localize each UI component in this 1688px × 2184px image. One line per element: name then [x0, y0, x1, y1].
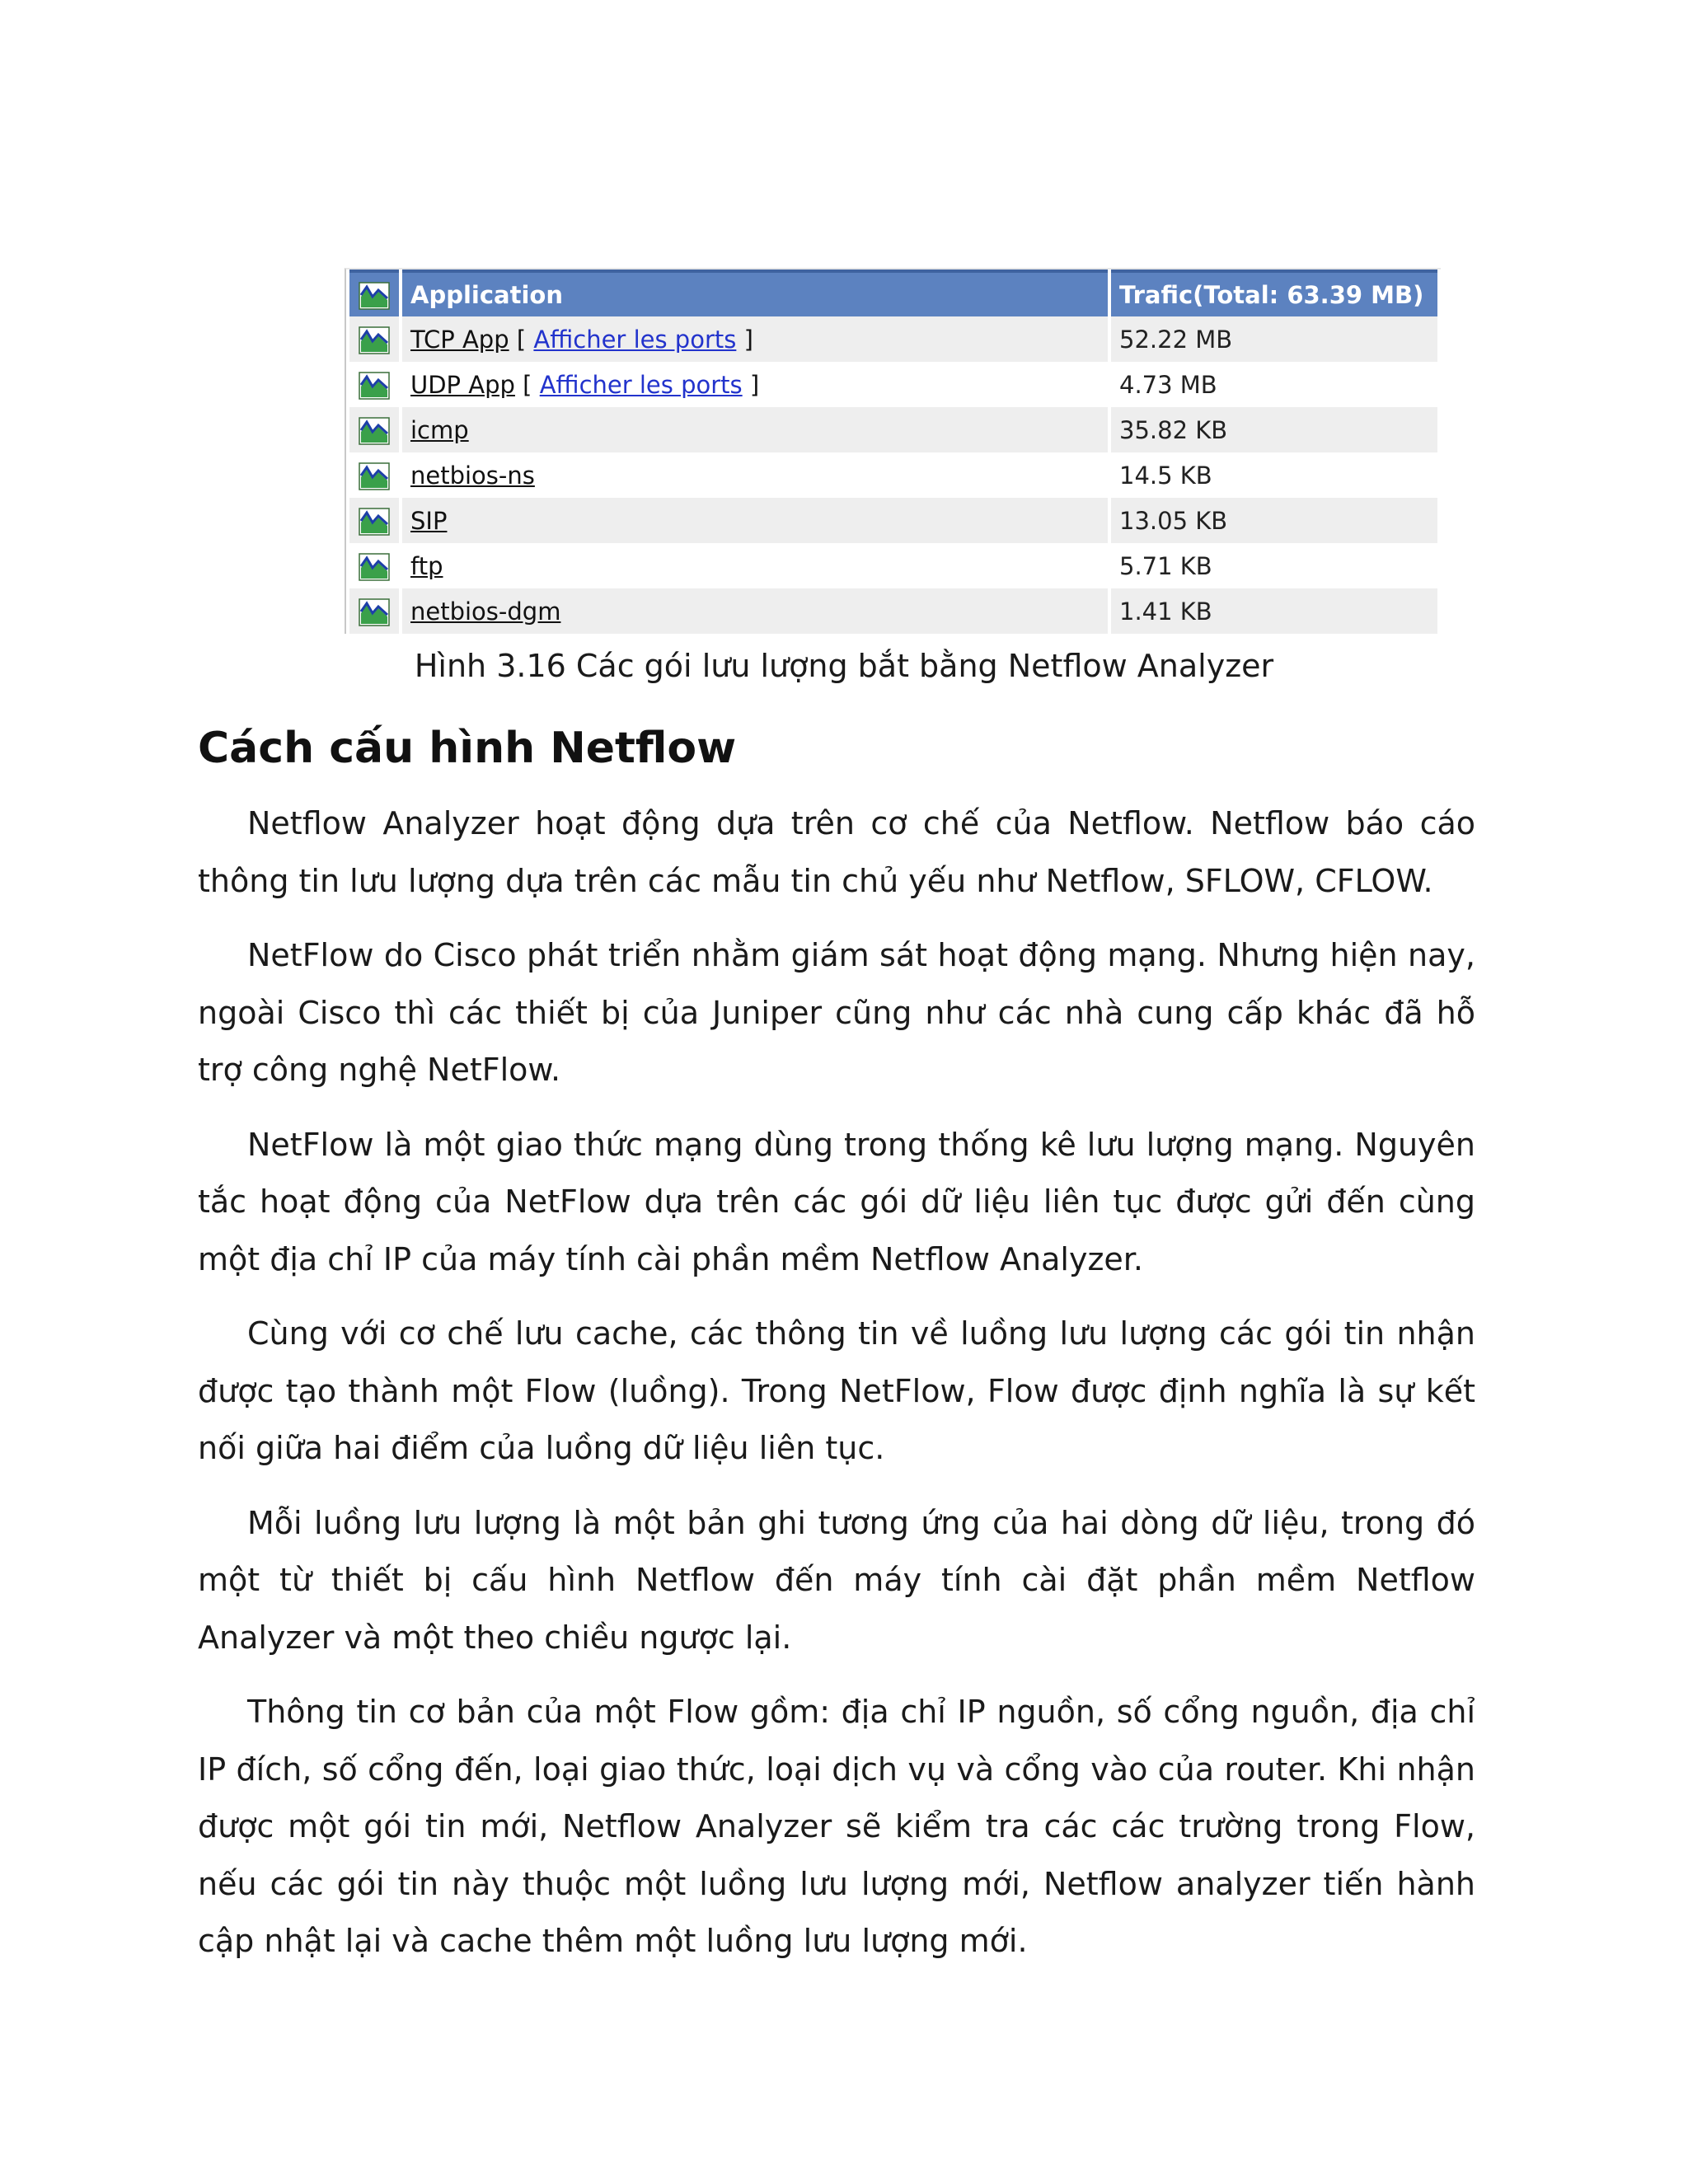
area-chart-icon[interactable] — [359, 282, 390, 310]
app-link-netbios-dgm[interactable]: netbios-dgm — [410, 597, 561, 626]
table-row — [349, 407, 1437, 452]
application-column-header: Application — [402, 269, 1108, 316]
paragraph: Netflow Analyzer hoạt động dựa trên cơ chế của Netflow. Netflow báo cáo thông tin lưu lượng dựa trên các mẫu tin chủ yếu như Netflow, SFLOW, CFLOW. — [198, 805, 1475, 899]
application-cell — [402, 588, 1108, 634]
table-row — [349, 316, 1437, 362]
table-row — [349, 498, 1437, 543]
traffic-cell: 35.82 KB — [1111, 407, 1437, 452]
application-cell: TCP App [ Afficher les ports ] — [402, 316, 1108, 362]
paragraph: NetFlow là một giao thức mạng dùng trong thống kê lưu lượng mạng. Nguyên tắc hoạt động của NetFlow dựa trên các gói dữ liệu liên tục được gửi đến cùng một địa chỉ IP của máy tính cài phần mềm Netflow Analyzer. — [198, 1126, 1475, 1277]
area-chart-icon[interactable] — [359, 462, 390, 490]
traffic-cell: 14.5 KB — [1111, 452, 1437, 498]
app-link-icmp[interactable]: icmp — [410, 415, 469, 444]
app-link-tcp[interactable]: TCP App — [410, 325, 509, 354]
application-cell: UDP App [ Afficher les ports ] — [402, 362, 1108, 407]
application-cell — [402, 498, 1108, 543]
figure-caption: Hình 3.16 Các gói lưu lượng bắt bằng Netflow Analyzer — [414, 648, 1274, 684]
paragraph: Thông tin cơ bản của một Flow gồm: địa chỉ IP nguồn, số cổng nguồn, địa chỉ IP đích, số cổng đến, loại giao thức, loại dịch vụ và cổng vào của router. Khi nhận được một gói tin mới, Netflow Analyzer sẽ kiểm tra các các trường trong Flow, nếu các gói tin này thuộc một luồng lưu lượng mới, Netflow analyzer tiến hành cập nhật lại và cache thêm một luồng lưu lượng mới. — [198, 1694, 1475, 1959]
table-row — [349, 362, 1437, 407]
traffic-cell: 52.22 MB — [1111, 316, 1437, 362]
traffic-cell: 1.41 KB — [1111, 588, 1437, 634]
area-chart-icon[interactable] — [359, 372, 390, 400]
application-cell — [402, 452, 1108, 498]
paragraph: Cùng với cơ chế lưu cache, các thông tin về luồng lưu lượng các gói tin nhận được tạo thành một Flow (luồng). Trong NetFlow, Flow được định nghĩa là sự kết nối giữa hai điểm của luồng dữ liệu liên tục. — [198, 1315, 1475, 1466]
header-chart-icon-cell — [349, 269, 399, 316]
table-row — [349, 543, 1437, 588]
area-chart-icon[interactable] — [359, 553, 390, 581]
app-link-sip[interactable]: SIP — [410, 506, 448, 535]
area-chart-icon[interactable] — [359, 598, 390, 626]
area-chart-icon[interactable] — [359, 508, 390, 536]
application-cell — [402, 543, 1108, 588]
figure — [345, 268, 1436, 634]
table-row — [349, 588, 1437, 634]
area-chart-icon[interactable] — [359, 417, 390, 445]
traffic-cell: 4.73 MB — [1111, 362, 1437, 407]
traffic-cell: 5.71 KB — [1111, 543, 1437, 588]
area-chart-icon[interactable] — [359, 326, 390, 354]
traffic-column-header: Trafic(Total: 63.39 MB) — [1111, 269, 1437, 316]
application-traffic-table — [345, 268, 1441, 634]
paragraph: Mỗi luồng lưu lượng là một bản ghi tương ứng của hai dòng dữ liệu, trong đó một từ thiết bị cấu hình Netflow đến máy tính cài đặt phần mềm Netflow Analyzer và một theo chiều ngược lại. — [198, 1504, 1475, 1656]
app-link-netbios-ns[interactable]: netbios-ns — [410, 461, 535, 490]
paragraph: NetFlow do Cisco phát triển nhằm giám sát hoạt động mạng. Nhưng hiện nay, ngoài Cisco thì các thiết bị của Juniper cũng như các nhà cung cấp khác đã hỗ trợ công nghệ NetFlow. — [198, 937, 1475, 1088]
show-ports-link-udp[interactable]: Afficher les ports — [539, 370, 743, 399]
table-header-row — [349, 269, 1437, 316]
traffic-cell: 13.05 KB — [1111, 498, 1437, 543]
show-ports-link-tcp[interactable]: Afficher les ports — [533, 325, 737, 354]
section-body — [198, 795, 1475, 1988]
application-cell — [402, 407, 1108, 452]
app-link-ftp[interactable]: ftp — [410, 551, 443, 580]
table-row — [349, 452, 1437, 498]
app-link-udp[interactable]: UDP App — [410, 370, 515, 399]
section-heading: Cách cấu hình Netflow — [198, 724, 737, 773]
